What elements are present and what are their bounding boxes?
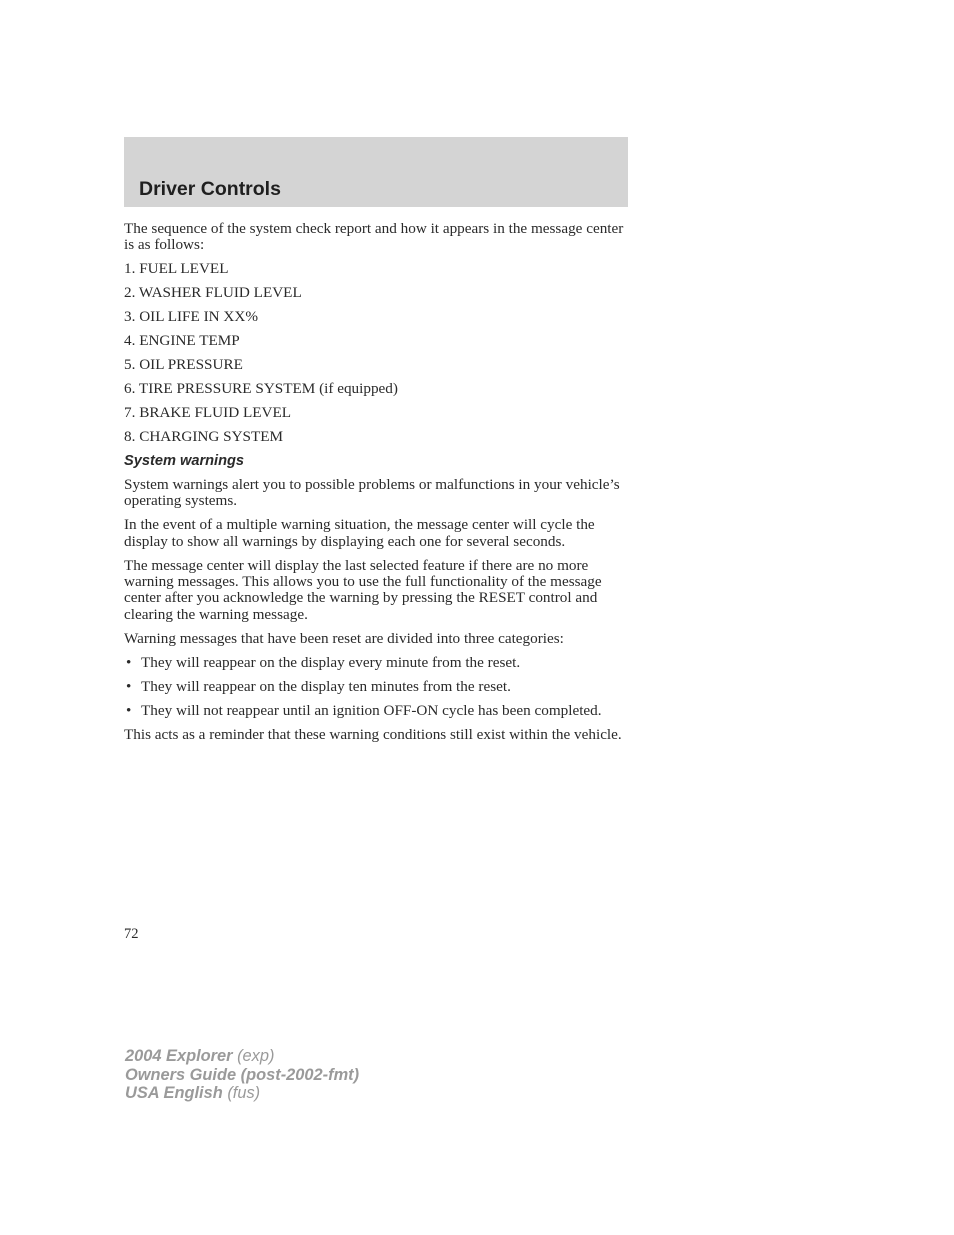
bullet-text: They will not reappear until an ignition OFF-ON cycle has been completed. — [141, 701, 602, 719]
warnings-paragraph: Warning messages that have been reset are divided into three categories: — [124, 629, 564, 647]
document-footer — [125, 1047, 359, 1103]
footer-line-2 — [125, 1066, 359, 1085]
footer-model-code: (exp) — [237, 1047, 275, 1065]
bullet-item — [124, 679, 628, 695]
footer-language: USA English — [125, 1084, 223, 1103]
bullet-icon: • — [126, 677, 132, 695]
section-title: Driver Controls — [139, 178, 281, 200]
intro-paragraph: The sequence of the system check report and how it appears in the message center is as follows: — [124, 220, 624, 254]
bullet-text: They will reappear on the display ten minutes from the reset. — [141, 677, 511, 695]
sequence-item: 3. OIL LIFE IN XX% — [124, 308, 258, 326]
sequence-item: 4. ENGINE TEMP — [124, 332, 240, 350]
bullet-item — [124, 655, 628, 671]
reset-categories-list — [124, 655, 628, 719]
page-number: 72 — [124, 926, 139, 942]
bullet-icon: • — [126, 701, 132, 719]
warnings-paragraph: In the event of a multiple warning situation, the message center will cycle the display to show all warnings by displaying each one for several seconds. — [124, 516, 595, 550]
footer-line-1 — [125, 1047, 359, 1066]
footer-model: 2004 Explorer — [125, 1047, 233, 1065]
system-check-sequence-list — [124, 261, 628, 445]
sequence-item: 5. OIL PRESSURE — [124, 356, 243, 374]
warnings-paragraph: System warnings alert you to possible problems or malfunctions in your vehicle’s operating systems. — [124, 475, 620, 510]
footer-language-code: (fus) — [227, 1084, 261, 1103]
footer-guide: Owners Guide (post-2002-fmt) — [125, 1065, 360, 1084]
page-content — [124, 221, 628, 751]
warnings-paragraph: The message center will display the last selected feature if there are no more warning messages. This allows you to use the full functionality of the message center after you acknowledge the warning by pressing the RESET control and clearing the warning message. — [124, 556, 602, 623]
bullet-item — [124, 703, 628, 719]
section-header-band — [124, 137, 628, 207]
system-warnings-heading: System warnings — [124, 453, 245, 470]
sequence-item: 1. FUEL LEVEL — [124, 260, 229, 278]
sequence-item: 6. TIRE PRESSURE SYSTEM (if equipped) — [124, 380, 398, 398]
bullet-icon: • — [126, 653, 132, 671]
sequence-item: 8. CHARGING SYSTEM — [124, 428, 284, 446]
footer-line-3 — [125, 1084, 359, 1103]
closing-paragraph: This acts as a reminder that these warning conditions still exist within the vehicle. — [124, 725, 622, 743]
sequence-item: 2. WASHER FLUID LEVEL — [124, 284, 302, 302]
sequence-item: 7. BRAKE FLUID LEVEL — [124, 404, 292, 422]
bullet-text: They will reappear on the display every minute from the reset. — [141, 653, 521, 671]
